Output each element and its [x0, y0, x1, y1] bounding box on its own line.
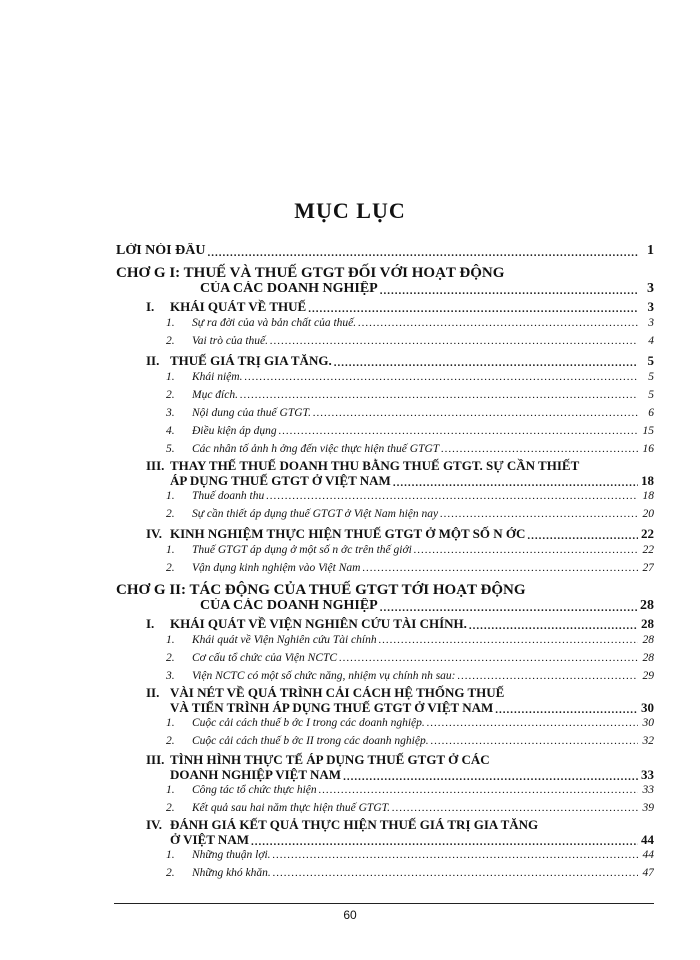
- leader-dots: [308, 304, 638, 315]
- toc-page-number: 15: [642, 425, 654, 437]
- leader-dots: [334, 358, 638, 369]
- leader-dots: [380, 603, 638, 614]
- item-number: 1.: [166, 784, 175, 796]
- item-number: 1.: [166, 849, 175, 861]
- toc-page-number: 18: [641, 473, 654, 488]
- toc-page-number: 3: [647, 299, 654, 314]
- leader-dots: [427, 718, 638, 729]
- section-heading-line: [146, 458, 579, 474]
- toc-item[interactable]: [166, 784, 654, 796]
- item-number: 3.: [166, 670, 175, 682]
- toc-item[interactable]: [166, 544, 654, 556]
- toc-page-number: 3: [647, 281, 654, 296]
- leader-dots: [392, 803, 638, 814]
- toc-section[interactable]: [170, 767, 654, 783]
- toc-item[interactable]: [166, 652, 654, 664]
- toc-item[interactable]: [166, 490, 654, 502]
- toc-item[interactable]: [166, 425, 654, 437]
- item-number: 5.: [166, 443, 175, 455]
- item-number: 1.: [166, 544, 175, 556]
- toc-item[interactable]: [166, 562, 654, 574]
- leader-dots: [458, 671, 638, 682]
- toc-page-number: 39: [642, 802, 654, 814]
- section-title: KINH NGHIỆM THỰC HIỆN THUẾ GTGT Ở MỘT SỐ N ỚC: [170, 526, 526, 541]
- toc-page-number: 1: [647, 243, 654, 258]
- toc-page-number: 29: [642, 670, 654, 682]
- leader-dots: [339, 653, 638, 664]
- item-text: Viện NCTC có một số chức năng, nhiệm vụ chính nh sau:: [192, 670, 456, 682]
- toc-page-number: 5: [648, 371, 654, 383]
- leader-dots: [441, 444, 638, 455]
- leader-dots: [431, 736, 638, 747]
- item-text: Cuộc cải cách thuế b ớc I trong các doanh nghiệp.: [192, 717, 425, 729]
- leader-dots: [313, 408, 638, 419]
- footer-divider: [114, 903, 654, 904]
- item-number: 2.: [166, 652, 175, 664]
- item-text: Khái niệm.: [192, 371, 243, 383]
- leader-dots: [380, 286, 638, 297]
- item-number: 2.: [166, 335, 175, 347]
- toc-entry-label: CỦA CÁC DOANH NGHIỆP: [200, 598, 378, 613]
- toc-item[interactable]: [166, 802, 654, 814]
- toc-page-number: 33: [642, 784, 654, 796]
- toc-page-number: 22: [641, 526, 654, 541]
- toc-entry-label: CỦA CÁC DOANH NGHIỆP: [200, 281, 378, 296]
- toc-section[interactable]: [170, 700, 654, 716]
- toc-page-number: 16: [642, 443, 654, 455]
- item-number: 2.: [166, 389, 175, 401]
- toc-page-number: 5: [648, 389, 654, 401]
- leader-dots: [207, 248, 638, 259]
- toc-page-number: 28: [642, 652, 654, 664]
- toc-item[interactable]: [166, 849, 654, 861]
- toc-item[interactable]: [166, 371, 654, 383]
- item-number: 2.: [166, 508, 175, 520]
- item-text: Sự ra đời của và bản chất của thuế.: [192, 317, 357, 329]
- toc-page-number: 33: [641, 767, 654, 782]
- toc-item[interactable]: [166, 717, 654, 729]
- item-number: 1.: [166, 317, 175, 329]
- toc-page-number: 5: [647, 353, 654, 368]
- item-text: Thuế doanh thu: [192, 490, 265, 502]
- item-text: Thuế GTGT áp dụng ở một số n ớc trên thế giới: [192, 544, 412, 556]
- toc-item[interactable]: [166, 407, 654, 419]
- item-number: 2.: [166, 867, 175, 879]
- toc-section[interactable]: [146, 616, 654, 632]
- toc-page-number: 44: [641, 832, 654, 847]
- section-numeral: IV.: [146, 526, 163, 541]
- toc-section[interactable]: [146, 526, 654, 542]
- leader-dots: [358, 318, 638, 329]
- leader-dots: [343, 772, 638, 783]
- leader-dots: [273, 868, 638, 879]
- section-numeral: III.: [146, 458, 165, 473]
- leader-dots: [379, 635, 638, 646]
- toc-section[interactable]: [146, 299, 654, 315]
- item-text: Điều kiện áp dụng: [192, 425, 277, 437]
- toc-section[interactable]: [146, 353, 654, 369]
- footer-page-number: 60: [343, 908, 357, 922]
- toc-item[interactable]: [166, 670, 654, 682]
- item-number: 2.: [166, 562, 175, 574]
- item-text: Những khó khăn.: [192, 867, 271, 879]
- item-text: Vận dụng kinh nghiệm vào Việt Nam: [192, 562, 361, 574]
- item-number: 2.: [166, 802, 175, 814]
- toc-entry-chapter-1[interactable]: [200, 281, 654, 297]
- section-title-continued: DOANH NGHIỆP VIỆT NAM: [170, 767, 342, 782]
- toc-page-number: 28: [640, 598, 654, 613]
- item-text: Nội dung của thuế GTGT.: [192, 407, 311, 419]
- toc-page-number: 18: [642, 490, 654, 502]
- toc-page-number: 28: [641, 616, 654, 631]
- toc-page-number: 28: [642, 634, 654, 646]
- section-title: KHÁI QUÁT VỀ VIỆN NGHIÊN CỨU TÀI CHÍNH.: [170, 616, 467, 631]
- toc-page-number: 3: [648, 317, 654, 329]
- section-title: ĐÁNH GIÁ KẾT QUẢ THỰC HIỆN THUẾ GIÁ TRỊ GIA TĂNG: [170, 817, 539, 832]
- item-text: Cuộc cải cách thuế b ớc II trong các doanh nghiệp.: [192, 735, 429, 747]
- toc-entry-chapter-2[interactable]: [200, 598, 654, 614]
- toc-page-number: 44: [642, 849, 654, 861]
- toc-page-number: 4: [648, 335, 654, 347]
- leader-dots: [279, 426, 638, 437]
- item-text: Cơ cấu tổ chức của Viện NCTC: [192, 652, 338, 664]
- section-title: THUẾ GIÁ TRỊ GIA TĂNG.: [170, 353, 332, 368]
- item-number: 3.: [166, 407, 175, 419]
- item-text: Sự cần thiết áp dụng thuế GTGT ở Việt Nam hiện nay: [192, 508, 439, 520]
- toc-section[interactable]: [170, 473, 654, 489]
- item-number: 1.: [166, 371, 175, 383]
- toc-section[interactable]: [170, 832, 654, 848]
- toc-item[interactable]: [166, 443, 654, 455]
- toc-page-number: 27: [642, 562, 654, 574]
- toc-item[interactable]: [166, 317, 654, 329]
- leader-dots: [393, 478, 638, 489]
- item-number: 4.: [166, 425, 175, 437]
- item-text: Công tác tổ chức thực hiện: [192, 784, 317, 796]
- section-title: KHÁI QUÁT VỀ THUẾ: [170, 299, 307, 314]
- toc-page-number: 20: [642, 508, 654, 520]
- chapter-heading-1[interactable]: CHƠ G I: THUẾ VÀ THUẾ GTGT ĐỐI VỚI HOẠT ĐỘNG: [116, 265, 505, 281]
- item-text: Kết quả sau hai năm thực hiện thuế GTGT.: [192, 802, 391, 814]
- leader-dots: [440, 509, 638, 520]
- leader-dots: [362, 563, 638, 574]
- leader-dots: [527, 531, 638, 542]
- toc-page-number: 47: [642, 867, 654, 879]
- leader-dots: [266, 491, 638, 502]
- item-text: Những thuận lợi.: [192, 849, 271, 861]
- leader-dots: [495, 705, 638, 716]
- chapter-heading-2[interactable]: CHƠ G II: TÁC ĐỘNG CỦA THUẾ GTGT TỚI HOẠT ĐỘNG: [116, 582, 526, 598]
- toc-item[interactable]: [166, 867, 654, 879]
- item-text: Mục đích.: [192, 389, 238, 401]
- section-title-continued: ÁP DỤNG THUẾ GTGT Ở VIỆT NAM: [170, 473, 391, 488]
- leader-dots: [273, 850, 638, 861]
- item-number: 2.: [166, 735, 175, 747]
- section-title: VÀI NÉT VỀ QUÁ TRÌNH CẢI CÁCH HỆ THỐNG THUẾ: [170, 685, 505, 700]
- section-heading-line: [146, 817, 538, 833]
- section-title: TÌNH HÌNH THỰC TẾ ÁP DỤNG THUẾ GTGT Ở CÁC: [170, 752, 490, 767]
- section-numeral: I.: [146, 616, 155, 631]
- section-numeral: III.: [146, 752, 165, 767]
- toc-entry-label: LỜI NÓI ĐẦU: [116, 243, 206, 258]
- toc-page-number: 30: [641, 700, 654, 715]
- toc-item[interactable]: [166, 508, 654, 520]
- leader-dots: [244, 372, 638, 383]
- toc-page-number: 32: [642, 735, 654, 747]
- section-numeral: II.: [146, 353, 160, 368]
- leader-dots: [414, 545, 638, 556]
- section-numeral: II.: [146, 685, 160, 700]
- item-text: Khái quát về Viện Nghiên cứu Tài chính: [192, 634, 377, 646]
- section-title: THAY THẾ THUẾ DOANH THU BẰNG THUẾ GTGT. SỰ CẦN THIẾT: [170, 458, 580, 473]
- section-title-continued: VÀ TIẾN TRÌNH ÁP DỤNG THUẾ GTGT Ở VIỆT NAM: [170, 700, 494, 715]
- toc-item[interactable]: [166, 735, 654, 747]
- leader-dots: [319, 785, 638, 796]
- section-heading-line: [146, 685, 504, 701]
- item-text: Vai trò của thuế.: [192, 335, 269, 347]
- item-text: Các nhân tố ảnh h ởng đến việc thực hiện thuế GTGT: [192, 443, 440, 455]
- toc-page-number: 6: [648, 407, 654, 419]
- item-number: 1.: [166, 490, 175, 502]
- toc-item[interactable]: [166, 335, 654, 347]
- toc-item[interactable]: [166, 634, 654, 646]
- page-title: MỤC LỤC: [294, 198, 406, 223]
- toc-item[interactable]: [166, 389, 654, 401]
- section-numeral: IV.: [146, 817, 163, 832]
- section-heading-line: [146, 752, 490, 768]
- toc-entry-intro[interactable]: [116, 243, 654, 259]
- section-numeral: I.: [146, 299, 155, 314]
- leader-dots: [240, 390, 638, 401]
- section-title-continued: Ở VIỆT NAM: [170, 832, 249, 847]
- toc-page-number: 30: [642, 717, 654, 729]
- toc-page-number: 22: [642, 544, 654, 556]
- item-number: 1.: [166, 634, 175, 646]
- leader-dots: [469, 621, 638, 632]
- leader-dots: [270, 336, 638, 347]
- item-number: 1.: [166, 717, 175, 729]
- leader-dots: [251, 837, 638, 848]
